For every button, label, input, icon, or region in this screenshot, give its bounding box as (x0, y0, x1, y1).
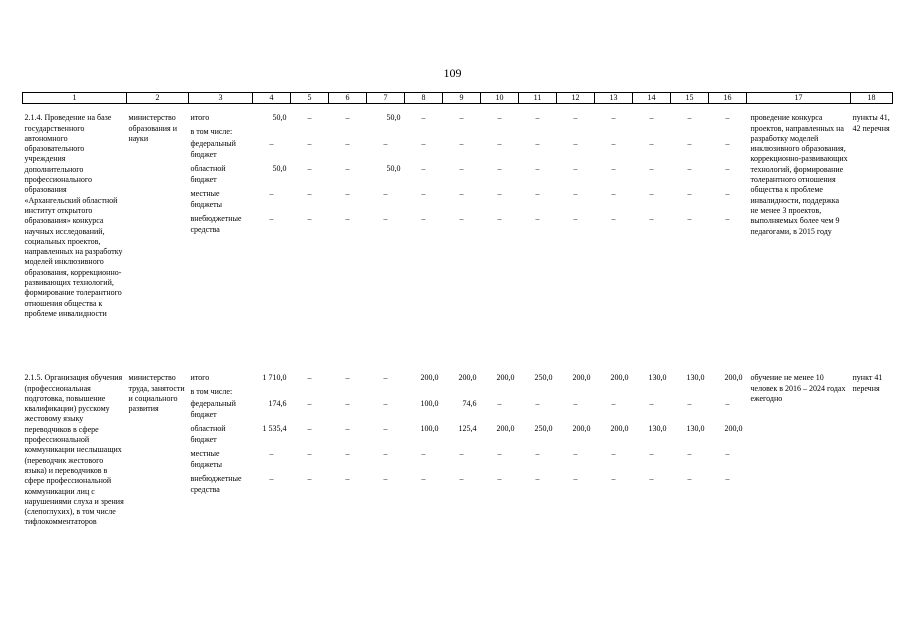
amount-cell: – (649, 449, 654, 459)
column-number: 18 (851, 93, 893, 104)
funding-source-label: федеральный бюджет (190, 139, 236, 159)
amount-cell: 74,6 (462, 399, 477, 409)
amount-cell: – (383, 399, 388, 409)
amount-cell (671, 127, 709, 139)
amount-cell: – (307, 214, 312, 224)
amount-cell: 174,6 (268, 399, 287, 409)
amount-cell (519, 127, 557, 139)
amount-cell: – (573, 113, 578, 123)
amount-cell (557, 127, 595, 139)
amount-cell: – (383, 139, 388, 149)
amount-cell: – (535, 399, 540, 409)
amount-cell: – (345, 113, 350, 123)
amount-cell (291, 127, 329, 139)
amount-cell: – (649, 474, 654, 484)
amount-cell: – (611, 139, 616, 149)
amount-cell: – (383, 373, 388, 383)
column-number: 8 (405, 93, 443, 104)
amount-cell: – (383, 424, 388, 434)
amount-cell: – (497, 189, 502, 199)
amount-cell: 100,0 (420, 399, 439, 409)
amount-cell: – (345, 139, 350, 149)
amount-cell: – (687, 214, 692, 224)
amount-cell: – (725, 449, 730, 459)
amount-cell: – (535, 164, 540, 174)
funding-source-label: областной бюджет (190, 424, 226, 444)
column-number: 16 (709, 93, 747, 104)
expected-result: проведение конкурса проектов, направленных на разработку моделей инклюзивного образования, коррекционно-развивающих технологий, формирование толерантного отношения общества к проблеме инвалидности, поддержка не менее 3 проектов, выполняемых более чем 9 педагогами, в 2015 году (750, 113, 848, 236)
amount-cell: – (535, 214, 540, 224)
amount-cell (557, 387, 595, 399)
amount-cell: – (611, 189, 616, 199)
amount-cell: – (307, 424, 312, 434)
amount-cell: – (421, 189, 426, 199)
column-number: 12 (557, 93, 595, 104)
row-spacer (23, 104, 893, 114)
amount-cell: – (687, 189, 692, 199)
amount-cell: – (421, 139, 426, 149)
amount-cell: 125,4 (458, 424, 477, 434)
funding-source-label: внебюджетные средства (190, 474, 242, 494)
amount-cell: – (611, 214, 616, 224)
amount-cell: – (573, 399, 578, 409)
amount-cell: – (573, 449, 578, 459)
amount-cell: – (649, 214, 654, 224)
amount-cell: – (725, 189, 730, 199)
amount-cell: 1 710,0 (262, 373, 287, 383)
amount-cell: 200,0 (724, 373, 743, 383)
amount-cell: – (307, 164, 312, 174)
amount-cell: – (687, 113, 692, 123)
amount-cell (253, 127, 291, 139)
amount-cell (595, 387, 633, 399)
amount-cell: – (649, 139, 654, 149)
amount-cell: – (497, 399, 502, 409)
amount-cell: – (611, 399, 616, 409)
amount-cell: – (497, 449, 502, 459)
amount-cell: – (345, 164, 350, 174)
amount-cell: 200,0 (496, 373, 515, 383)
amount-cell: – (269, 139, 274, 149)
amount-cell (405, 127, 443, 139)
amount-cell: – (459, 113, 464, 123)
amount-cell: – (345, 373, 350, 383)
amount-cell: 130,0 (648, 373, 667, 383)
amount-cell: – (725, 113, 730, 123)
amount-cell: – (459, 139, 464, 149)
amount-cell (709, 387, 747, 399)
amount-cell: – (611, 164, 616, 174)
amount-cell: – (307, 139, 312, 149)
amount-cell: – (459, 189, 464, 199)
amount-cell: 200,0 (458, 373, 477, 383)
amount-cell (519, 387, 557, 399)
amount-cell: 200,0 (496, 424, 515, 434)
funding-row (23, 373, 893, 387)
column-number: 17 (747, 93, 851, 104)
amount-cell: – (725, 164, 730, 174)
column-number: 13 (595, 93, 633, 104)
amount-cell (633, 387, 671, 399)
column-number: 2 (127, 93, 189, 104)
amount-cell (329, 127, 367, 139)
amount-cell: 200,0 (610, 373, 629, 383)
row-spacer (23, 364, 893, 373)
amount-cell: – (345, 189, 350, 199)
funding-source-label: итого (190, 113, 210, 123)
amount-cell: 200,0 (572, 373, 591, 383)
amount-cell: – (497, 113, 502, 123)
amount-cell (329, 387, 367, 399)
expected-result: обучение не менее 10 человек в 2016 – 2024 годах ежегодно (750, 373, 846, 403)
amount-cell: – (725, 214, 730, 224)
amount-cell: – (307, 449, 312, 459)
page-number: 109 (443, 66, 462, 80)
amount-cell: – (421, 214, 426, 224)
amount-cell: – (573, 474, 578, 484)
amount-cell (367, 127, 405, 139)
amount-cell: 50,0 (272, 164, 287, 174)
amount-cell: – (725, 399, 730, 409)
amount-cell: 200,0 (572, 424, 591, 434)
column-number: 11 (519, 93, 557, 104)
amount-cell: – (307, 399, 312, 409)
funding-source-label: местные бюджеты (190, 449, 223, 469)
amount-cell: – (725, 474, 730, 484)
amount-cell: 130,0 (686, 373, 705, 383)
amount-cell: – (611, 474, 616, 484)
amount-cell: – (345, 474, 350, 484)
amount-cell (405, 387, 443, 399)
amount-cell: – (307, 189, 312, 199)
amount-cell: – (687, 139, 692, 149)
amount-cell: – (535, 113, 540, 123)
amount-cell: 250,0 (534, 373, 553, 383)
amount-cell: – (573, 164, 578, 174)
amount-cell: – (687, 164, 692, 174)
column-number-row (23, 93, 893, 104)
column-number: 9 (443, 93, 481, 104)
amount-cell: – (383, 449, 388, 459)
amount-cell: – (573, 189, 578, 199)
amount-cell: – (269, 189, 274, 199)
amount-cell: – (535, 139, 540, 149)
amount-cell: 50,0 (386, 113, 401, 123)
amount-cell: – (649, 164, 654, 174)
column-number: 7 (367, 93, 405, 104)
amount-cell (253, 387, 291, 399)
amount-cell: 50,0 (386, 164, 401, 174)
amount-cell: – (497, 214, 502, 224)
amount-cell (443, 387, 481, 399)
amount-cell: – (307, 113, 312, 123)
amount-cell: – (649, 189, 654, 199)
amount-cell: – (421, 113, 426, 123)
amount-cell (709, 127, 747, 139)
amount-cell (595, 127, 633, 139)
amount-cell: 130,0 (686, 424, 705, 434)
amount-cell: – (535, 189, 540, 199)
amount-cell: – (269, 214, 274, 224)
column-number: 10 (481, 93, 519, 104)
amount-cell: – (383, 189, 388, 199)
amount-cell: – (421, 474, 426, 484)
amount-cell: – (611, 113, 616, 123)
amount-cell: – (535, 449, 540, 459)
funding-source-label: в том числе: (190, 387, 233, 397)
amount-cell (367, 387, 405, 399)
amount-cell: – (649, 113, 654, 123)
amount-cell (481, 127, 519, 139)
funding-source-label: итого (190, 373, 210, 383)
amount-cell: 200,0 (610, 424, 629, 434)
amount-cell: – (611, 449, 616, 459)
funding-row (23, 113, 893, 127)
amount-cell: – (687, 474, 692, 484)
column-number: 14 (633, 93, 671, 104)
amount-cell: – (535, 474, 540, 484)
executor: министерство труда, занятости и социального развития (128, 373, 185, 414)
amount-cell: – (459, 164, 464, 174)
executor: министерство образования и науки (128, 113, 177, 143)
amount-cell: 100,0 (420, 424, 439, 434)
program-table (22, 92, 893, 554)
reference: пункт 41 перечня (852, 373, 883, 393)
amount-cell: 1 535,4 (262, 424, 287, 434)
amount-cell: – (345, 449, 350, 459)
amount-cell: – (345, 214, 350, 224)
amount-cell: – (383, 214, 388, 224)
funding-source-label: федеральный бюджет (190, 399, 236, 419)
funding-source-label: внебюджетные средства (190, 214, 242, 234)
amount-cell: – (649, 399, 654, 409)
amount-cell: 200,0 (420, 373, 439, 383)
amount-cell: – (459, 214, 464, 224)
amount-cell: – (459, 474, 464, 484)
amount-cell: 250,0 (534, 424, 553, 434)
amount-cell: – (497, 164, 502, 174)
amount-cell: 200,0 (724, 424, 743, 434)
amount-cell: – (307, 373, 312, 383)
amount-cell (291, 387, 329, 399)
amount-cell (633, 127, 671, 139)
activity-description: 2.1.4. Проведение на базе государственного автономного образовательного учреждения дополнительного профессионального образования «Архангельский областной институт открытого образования» конкурса научных исследований, социальных проектов, направленных на разработку моделей инклюзивного образования, коррекционно-развивающих технологий, формирование толерантного отношения общества к проблеме инвалидности (24, 113, 123, 318)
column-number: 15 (671, 93, 709, 104)
amount-cell: 50,0 (272, 113, 287, 123)
amount-cell: – (573, 214, 578, 224)
amount-cell: – (687, 399, 692, 409)
amount-cell: – (421, 164, 426, 174)
amount-cell: – (345, 424, 350, 434)
amount-cell (443, 127, 481, 139)
amount-cell: – (421, 449, 426, 459)
amount-cell: – (345, 399, 350, 409)
funding-source-label: местные бюджеты (190, 189, 223, 209)
amount-cell (671, 387, 709, 399)
amount-cell: – (725, 139, 730, 149)
amount-cell: – (269, 474, 274, 484)
funding-source-label: в том числе: (190, 127, 233, 137)
column-number: 1 (23, 93, 127, 104)
funding-source-label: областной бюджет (190, 164, 226, 184)
amount-cell (481, 387, 519, 399)
activity-description: 2.1.5. Организация обучения (профессиональная подготовка, повышение квалификации) русскому жестовому языку переводчиков в сфере профессиональной коммуникации неслышащих (переводчик жестового языка) и переводчиков в сфере профессиональной коммуникации лиц с нарушениями слуха и зрения (слепоглухих), в том числе тифлокомментаторов (24, 373, 124, 527)
column-number: 6 (329, 93, 367, 104)
amount-cell: – (497, 474, 502, 484)
amount-cell: – (269, 449, 274, 459)
column-number: 4 (253, 93, 291, 104)
amount-cell: 130,0 (648, 424, 667, 434)
column-number: 3 (189, 93, 253, 104)
amount-cell: – (459, 449, 464, 459)
amount-cell: – (383, 474, 388, 484)
amount-cell: – (687, 449, 692, 459)
amount-cell: – (307, 474, 312, 484)
reference: пункты 41, 42 перечня (852, 113, 890, 133)
amount-cell: – (497, 139, 502, 149)
column-number: 5 (291, 93, 329, 104)
amount-cell: – (573, 139, 578, 149)
